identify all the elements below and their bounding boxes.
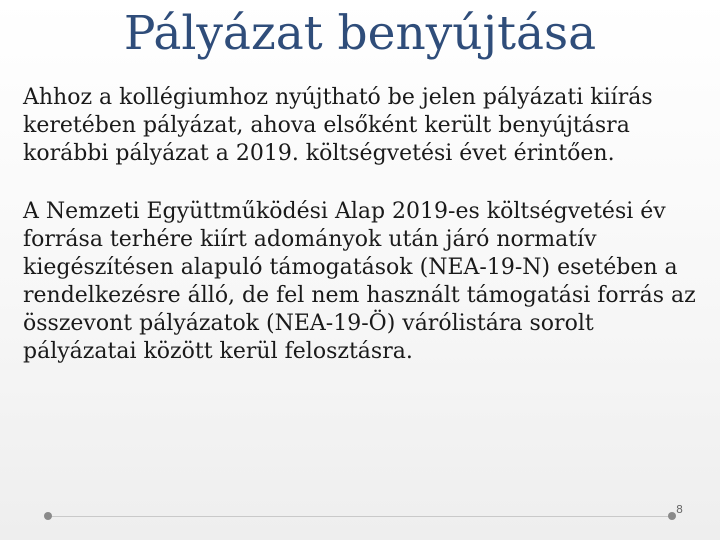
slide-body [23, 84, 713, 366]
paragraph-2: A Nemzeti Együttműködési Alap 2019-es költségvetési év forrása terhére kiírt adományok után járó normatív kiegészítésen alapuló támogatások (NEA-19-N) esetében a rendelkezésre álló, de fel nem használt támogatási forrás az összevont pályázatok (NEA-19-Ö) várólistára sorolt pályázatai között kerül felosztásra. [23, 199, 696, 364]
page-number: 8 [676, 503, 683, 516]
paragraph-1: Ahhoz a kollégiumhoz nyújtható be jelen pályázati kiírás keretében pályázat, ahova elsőként került benyújtásra korábbi pályázat a 2019. költségvetési évet érintően. [23, 85, 653, 166]
footer-left-dot-icon [44, 512, 52, 520]
slide-title: Pályázat benyújtása [123, 6, 597, 61]
footer-divider [48, 516, 672, 517]
footer-right-dot-icon [668, 512, 676, 520]
